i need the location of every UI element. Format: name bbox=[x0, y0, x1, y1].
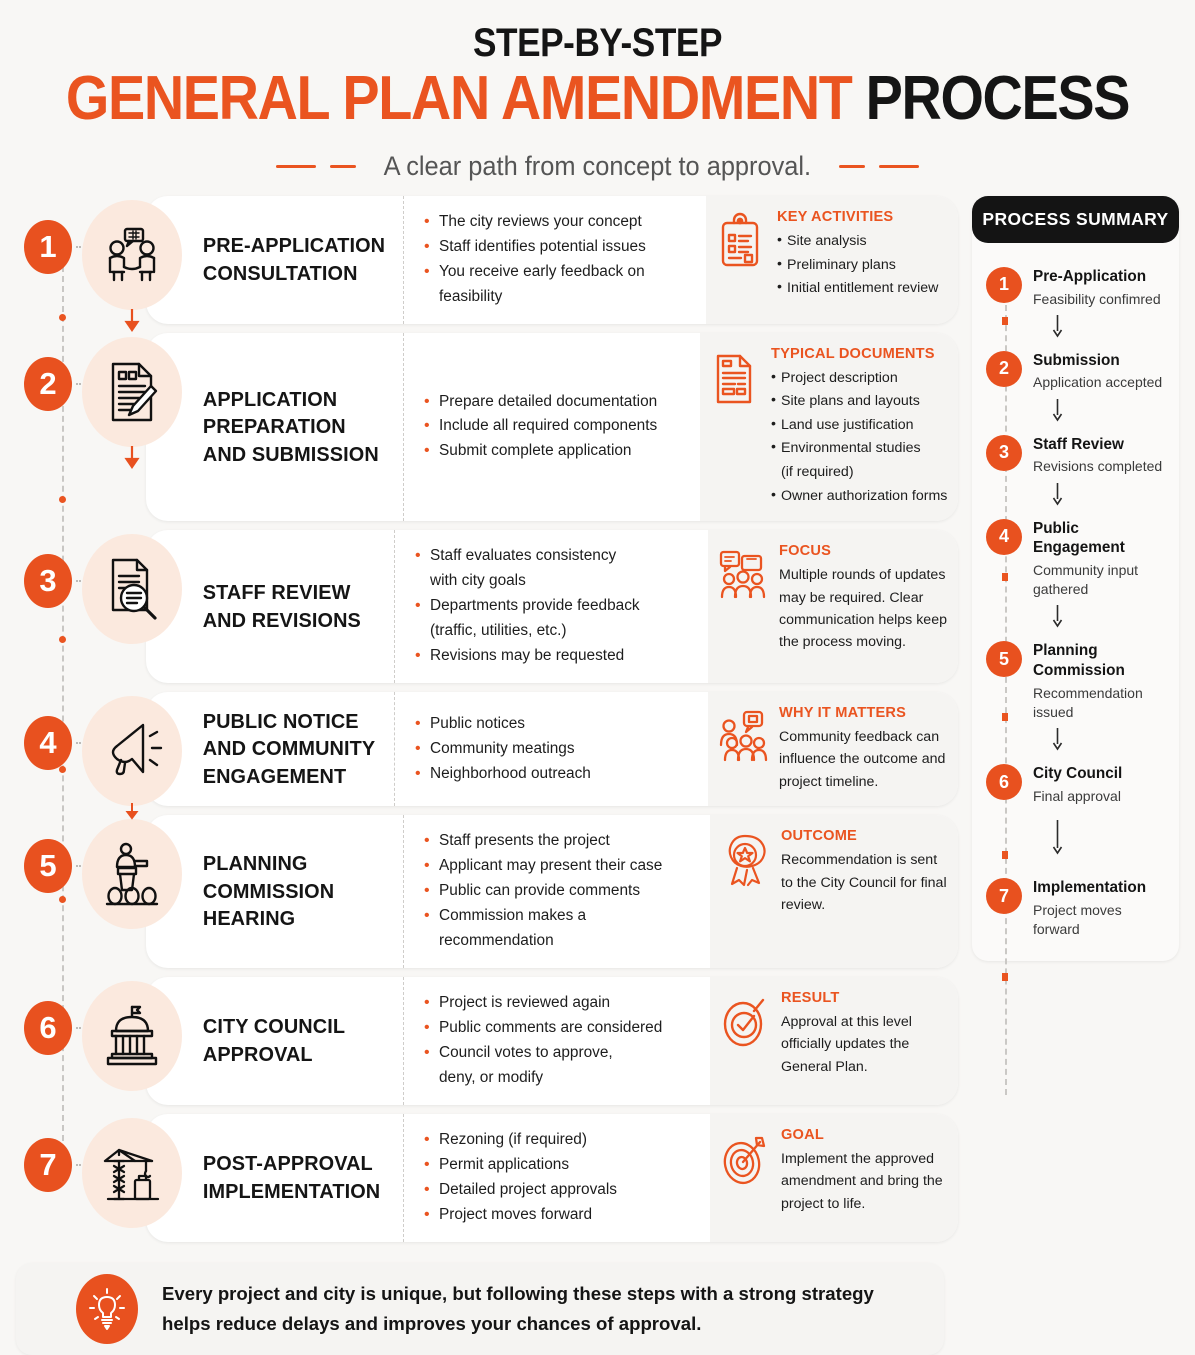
footer-banner bbox=[16, 1263, 944, 1355]
bullet-item: • Applicant may present their case bbox=[424, 854, 702, 879]
step-aside bbox=[700, 333, 958, 521]
step-title: PUBLIC NOTICE AND COMMUNITY ENGAGEMENT bbox=[202, 709, 375, 788]
bullet-item: • Neighborhood outreach bbox=[415, 762, 700, 787]
divider-dash-right-inner bbox=[839, 165, 865, 168]
header-kicker: STEP-BY-STEP bbox=[472, 21, 722, 65]
aside-paragraph: Community feedback can influence the outcome and project timeline. bbox=[779, 728, 946, 790]
step-row[interactable] bbox=[16, 1114, 958, 1242]
bullet-item: • Prepare detailed documentation bbox=[424, 390, 692, 415]
step-number-badge: 7 bbox=[24, 1138, 72, 1192]
podium-speaker-icon bbox=[82, 819, 182, 929]
step-badge-col bbox=[16, 196, 78, 274]
step-badge-col bbox=[16, 977, 78, 1055]
summary-desc: Community input gathered bbox=[1033, 561, 1139, 598]
summary-text bbox=[1033, 435, 1165, 477]
bullet-item: • Community meatings bbox=[415, 737, 700, 762]
summary-tick bbox=[1002, 973, 1008, 981]
aside-paragraph: Recommendation is sent to the City Council for final review. bbox=[781, 852, 947, 914]
bullet-item: • Project moves forward bbox=[424, 1203, 702, 1228]
page-title bbox=[60, 66, 1136, 133]
summary-number-badge: 5 bbox=[986, 641, 1022, 677]
footer-line-1: Every project and city is unique, but following these steps with a strong strategy bbox=[162, 1283, 874, 1305]
step-title: CITY COUNCIL APPROVAL bbox=[202, 1015, 345, 1066]
bullet-item: • Staff presents the project bbox=[424, 829, 702, 854]
government-building-icon bbox=[82, 981, 182, 1091]
aside-item: • Site analysis bbox=[777, 230, 948, 254]
step-card bbox=[146, 196, 958, 324]
aside-item: • Environmental studies bbox=[771, 437, 948, 461]
summary-item[interactable] bbox=[986, 351, 1165, 393]
step-aside bbox=[710, 815, 958, 968]
summary-title: Staff Review bbox=[1033, 435, 1124, 453]
step-number-badge: 1 bbox=[24, 220, 72, 274]
summary-arrow-icon bbox=[986, 315, 1165, 341]
step-title: PLANNING COMMISSION HEARING bbox=[202, 852, 335, 931]
step-row[interactable] bbox=[16, 692, 958, 806]
aside-body bbox=[779, 543, 948, 654]
aside-paragraph: Approval at this level officially updates the General Plan. bbox=[781, 1013, 912, 1075]
summary-number-badge: 7 bbox=[986, 878, 1022, 914]
step-bullets bbox=[403, 815, 710, 968]
step-down-arrow-icon bbox=[126, 309, 139, 336]
summary-number-badge: 2 bbox=[986, 351, 1022, 387]
aside-item: • Preliminary plans bbox=[777, 254, 948, 278]
summary-title: City Council bbox=[1033, 765, 1123, 783]
summary-arrow-icon bbox=[986, 605, 1165, 631]
summary-desc: Revisions completed bbox=[1033, 458, 1163, 475]
summary-arrow-icon bbox=[986, 399, 1165, 425]
award-ribbon-icon bbox=[722, 828, 772, 893]
summary-desc: Final approval bbox=[1033, 787, 1121, 804]
documents-stack-icon bbox=[712, 346, 762, 411]
bullet-item: • Council votes to approve, bbox=[424, 1041, 702, 1066]
summary-number-badge: 4 bbox=[986, 519, 1022, 555]
step-badge-col bbox=[16, 1114, 78, 1192]
summary-title: Pre-Application bbox=[1033, 267, 1147, 285]
bullet-item: • Staff identifies potential issues bbox=[424, 235, 698, 260]
aside-heading: KEY ACTIVITIES bbox=[777, 208, 894, 225]
summary-text bbox=[1033, 267, 1165, 309]
bullet-item: • Include all required components bbox=[424, 414, 692, 439]
summary-number-badge: 1 bbox=[986, 267, 1022, 303]
aside-list bbox=[777, 230, 948, 301]
summary-text bbox=[1033, 878, 1165, 939]
step-bullets bbox=[403, 333, 700, 521]
aside-body bbox=[771, 346, 948, 508]
step-badge-col bbox=[16, 815, 78, 893]
step-bullets bbox=[403, 1114, 710, 1242]
subtitle-row bbox=[0, 151, 1195, 182]
aside-body bbox=[781, 1127, 948, 1215]
step-bullets bbox=[403, 196, 706, 324]
bullet-item: • You receive early feedback on feasibility bbox=[424, 260, 698, 310]
aside-item: • Land use justification bbox=[771, 414, 948, 438]
summary-number-badge: 3 bbox=[986, 435, 1022, 471]
step-number-badge: 5 bbox=[24, 839, 72, 893]
step-title: PRE-APPLICATION CONSULTATION bbox=[202, 234, 386, 285]
bullet-item-continuation: (traffic, utilities, etc.) bbox=[430, 622, 567, 639]
step-row[interactable] bbox=[16, 977, 958, 1105]
summary-item[interactable] bbox=[986, 764, 1165, 806]
people-chat-icon bbox=[720, 543, 770, 604]
process-summary-heading: PROCESS SUMMARY bbox=[972, 196, 1179, 243]
aside-item: • Site plans and layouts bbox=[771, 390, 948, 414]
page-title-orange: GENERAL PLAN AMENDMENT bbox=[65, 64, 852, 133]
step-card bbox=[146, 977, 958, 1105]
community-group-icon bbox=[720, 705, 770, 766]
bullet-item: • Submit complete application bbox=[424, 439, 692, 464]
summary-item[interactable] bbox=[986, 267, 1165, 309]
summary-tick bbox=[1002, 317, 1008, 325]
aside-body bbox=[781, 990, 948, 1078]
aside-heading: GOAL bbox=[781, 1126, 824, 1143]
magnifier-document-icon bbox=[82, 534, 182, 644]
bullet-item: • Permit applications bbox=[424, 1153, 702, 1178]
aside-paragraph: Implement the approved amendment and bring the project to life. bbox=[781, 1150, 943, 1212]
step-bullets bbox=[394, 530, 708, 683]
summary-arrow-icon bbox=[986, 728, 1165, 754]
divider-dash-left-inner bbox=[330, 165, 356, 168]
aside-heading: FOCUS bbox=[779, 543, 832, 560]
bullet-item: • Rezoning (if required) bbox=[424, 1128, 702, 1153]
step-aside bbox=[708, 692, 958, 806]
bullet-item: • Public can provide comments bbox=[424, 879, 702, 904]
step-title: POST-APPROVAL IMPLEMENTATION bbox=[202, 1152, 381, 1203]
bullet-item: • Public comments are considered bbox=[424, 1016, 702, 1041]
bullet-item: • Staff evaluates consistency bbox=[415, 544, 700, 569]
aside-body bbox=[779, 705, 948, 793]
aside-item: • Owner authorization forms bbox=[771, 485, 948, 509]
divider-dash-left-outer bbox=[276, 165, 316, 168]
page-subtitle: A clear path from concept to approval. bbox=[383, 150, 812, 181]
step-card bbox=[146, 815, 958, 968]
summary-desc: Project moves forward bbox=[1033, 901, 1122, 937]
clipboard-icon bbox=[718, 209, 768, 274]
summary-desc: Recommendation issued bbox=[1033, 684, 1143, 720]
lightbulb-icon bbox=[76, 1274, 138, 1344]
bullet-item: • Detailed project approvals bbox=[424, 1178, 702, 1203]
step-badge-col bbox=[16, 692, 78, 770]
step-row[interactable] bbox=[16, 815, 958, 968]
bullet-item-continuation: deny, or modify bbox=[439, 1068, 544, 1086]
aside-heading: OUTCOME bbox=[781, 828, 857, 845]
summary-number-badge: 6 bbox=[986, 764, 1022, 800]
summary-item[interactable] bbox=[986, 435, 1165, 477]
step-number-badge: 6 bbox=[24, 1001, 72, 1055]
aside-body bbox=[777, 209, 948, 301]
summary-title: Planning Commission bbox=[1033, 642, 1125, 679]
aside-item: • Project description bbox=[771, 367, 948, 391]
bullet-item: • Revisions may be requested bbox=[415, 644, 700, 669]
bullet-item: • The city reviews your concept bbox=[424, 210, 698, 235]
summary-title: Public Engagement bbox=[1033, 519, 1125, 557]
process-summary-panel bbox=[972, 196, 1179, 961]
body bbox=[0, 182, 1195, 1251]
page-title-black: PROCESS bbox=[865, 64, 1130, 133]
bullet-item: • Departments provide feedback bbox=[415, 594, 700, 619]
step-aside bbox=[710, 1114, 958, 1242]
summary-title: Submission bbox=[1033, 351, 1120, 369]
summary-item[interactable] bbox=[986, 519, 1165, 600]
step-bullets bbox=[403, 977, 710, 1105]
bullet-item-continuation: with city goals bbox=[430, 572, 526, 590]
step-number-badge: 2 bbox=[24, 357, 72, 411]
bullet-item: • Project is reviewed again bbox=[424, 991, 702, 1016]
construction-crane-icon bbox=[82, 1118, 182, 1228]
divider-dash-right-outer bbox=[879, 165, 919, 168]
step-bullets bbox=[394, 692, 708, 806]
step-card bbox=[146, 530, 958, 683]
header bbox=[0, 0, 1195, 182]
document-pen-icon bbox=[82, 337, 182, 447]
aside-paragraph: Multiple rounds of updates may be required. Clear communication helps keep the process moving. bbox=[779, 567, 947, 651]
aside-list bbox=[771, 367, 948, 508]
step-aside bbox=[706, 196, 958, 324]
step-down-arrow-icon bbox=[126, 446, 139, 473]
step-title: APPLICATION PREPARATION AND SUBMISSION bbox=[202, 387, 379, 466]
step-aside bbox=[710, 977, 958, 1105]
step-badge-col bbox=[16, 333, 78, 411]
handshake-meeting-icon bbox=[82, 200, 182, 310]
step-card bbox=[146, 333, 958, 521]
footer-line-2: helps reduce delays and improves your chances of approval. bbox=[162, 1312, 702, 1334]
aside-item-continuation: (if required) bbox=[781, 464, 854, 481]
megaphone-icon bbox=[82, 696, 182, 806]
summary-item[interactable] bbox=[986, 641, 1165, 722]
summary-arrow-icon bbox=[986, 820, 1165, 858]
steps-column bbox=[16, 196, 958, 1251]
step-title: STAFF REVIEW AND REVISIONS bbox=[202, 581, 361, 632]
summary-text bbox=[1033, 641, 1165, 722]
summary-desc: Application accepted bbox=[1033, 374, 1163, 391]
summary-title: Implementation bbox=[1033, 879, 1147, 897]
footer-text bbox=[162, 1279, 874, 1338]
aside-heading: WHY IT MATTERS bbox=[779, 704, 907, 721]
step-card bbox=[146, 692, 958, 806]
process-summary-column bbox=[972, 196, 1179, 1251]
aside-body bbox=[781, 828, 948, 916]
step-row[interactable] bbox=[16, 333, 958, 521]
aside-item: • Initial entitlement review bbox=[777, 277, 948, 301]
bullet-item: • Commission makes a recommendation bbox=[424, 904, 702, 954]
step-number-badge: 3 bbox=[24, 554, 72, 608]
check-circle-icon bbox=[722, 990, 772, 1053]
step-down-arrow-icon bbox=[127, 803, 138, 824]
step-row[interactable] bbox=[16, 530, 958, 683]
summary-text bbox=[1033, 764, 1165, 806]
aside-heading: RESULT bbox=[781, 989, 840, 1006]
summary-item[interactable] bbox=[986, 878, 1165, 939]
summary-text bbox=[1033, 351, 1165, 393]
summary-desc: Feasibility confimred bbox=[1033, 290, 1161, 307]
bullet-item: • Public notices bbox=[415, 712, 700, 737]
aside-heading: TYPICAL DOCUMENTS bbox=[771, 345, 935, 362]
target-dart-icon bbox=[722, 1127, 772, 1190]
summary-text bbox=[1033, 519, 1165, 600]
step-aside bbox=[708, 530, 958, 683]
step-number-badge: 4 bbox=[24, 716, 72, 770]
summary-arrow-icon bbox=[986, 483, 1165, 509]
summary-tick bbox=[1002, 851, 1008, 859]
step-badge-col bbox=[16, 530, 78, 608]
step-row[interactable] bbox=[16, 196, 958, 324]
step-card bbox=[146, 1114, 958, 1242]
process-summary-body bbox=[972, 243, 1179, 961]
